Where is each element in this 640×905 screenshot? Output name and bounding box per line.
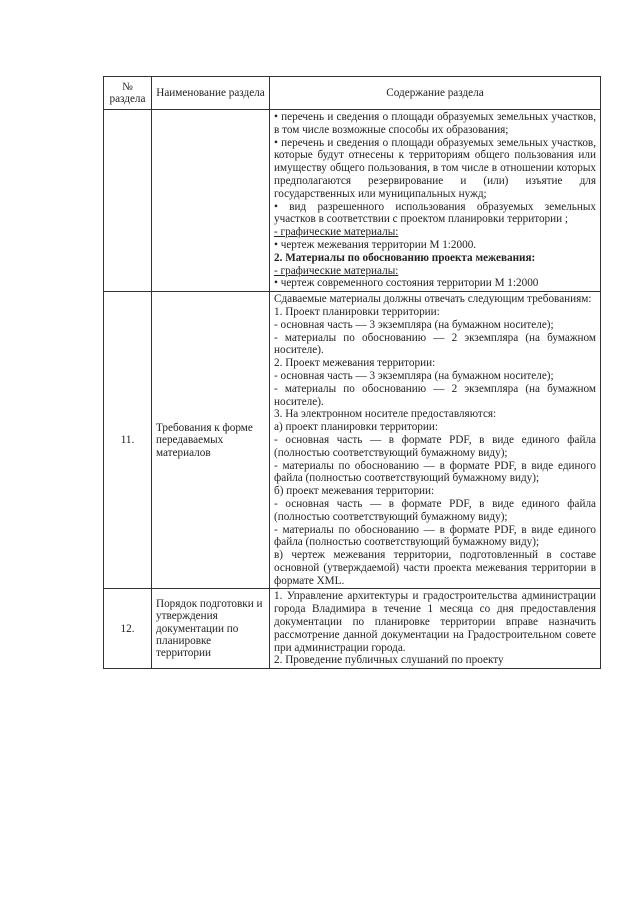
table-header-row bbox=[104, 77, 601, 110]
content-line: 1. Проект планировки территории: bbox=[274, 305, 440, 318]
row-content bbox=[270, 292, 601, 589]
table-row bbox=[104, 589, 601, 669]
row-number: 12. bbox=[104, 589, 152, 669]
row-content bbox=[270, 589, 601, 669]
document-table bbox=[103, 76, 601, 669]
content-line: - основная часть — в формате PDF, в виде единого файла (полностью соответствующий бумажному виду); bbox=[274, 433, 596, 459]
content-line: а) проект планировки территории: bbox=[274, 421, 438, 434]
content-line: • вид разрешенного использования образуемых земельных участков в соответствии с проектом планировки территории ; bbox=[274, 200, 596, 226]
content-line: - материалы по обоснованию — 2 экземпляра (на бумажном носителе). bbox=[274, 331, 596, 357]
row-name bbox=[152, 110, 270, 292]
table-row bbox=[104, 110, 601, 292]
content-line: - основная часть — 3 экземпляра (на бумажном носителе); bbox=[274, 369, 554, 382]
content-line: б) проект межевания территории: bbox=[274, 485, 435, 498]
header-section-name: Наименование раздела bbox=[152, 77, 270, 110]
row-name: Требования к форме передаваемых материалов bbox=[152, 292, 270, 589]
content-line: • перечень и сведения о площади образуемых земельных участков, которые будут отнесены к территориям общего пользования или имуществу общего пользования, в том числе в отношении которых предполагаются резервирование и (или) изъятие для государственных или муниципальных нужд; bbox=[274, 136, 596, 200]
header-section-content: Содержание раздела bbox=[270, 77, 601, 110]
content-line: 2. Материалы по обоснованию проекта межевания: bbox=[274, 251, 536, 264]
row-content bbox=[270, 110, 601, 292]
content-line: - основная часть — в формате PDF, в виде единого файла (полностью соответствующий бумажному виду); bbox=[274, 497, 596, 523]
content-line: - графические материалы: bbox=[274, 226, 399, 239]
content-line: в) чертеж межевания территории, подготовленный в составе основной (утверждаемой) части проекта межевания территории в формате XML. bbox=[274, 549, 596, 587]
content-line: • чертеж межевания территории М 1:2000. bbox=[274, 238, 477, 251]
row-number bbox=[104, 110, 152, 292]
content-line: - материалы по обоснованию — 2 экземпляра (на бумажном носителе). bbox=[274, 382, 596, 408]
content-line: • чертеж современного состояния территории М 1:2000 bbox=[274, 277, 539, 290]
content-line: 2. Проведение публичных слушаний по проекту bbox=[274, 654, 504, 667]
content-line: Сдаваемые материалы должны отвечать следующим требованиям: bbox=[274, 293, 592, 306]
content-line: - материалы по обоснованию — в формате PDF, в виде единого файла (полностью соответствующий бумажному виду); bbox=[274, 459, 596, 485]
header-section-number: № раздела bbox=[104, 77, 152, 110]
table-row bbox=[104, 292, 601, 589]
row-name: Порядок подготовки и утверждения документации по планировке территории bbox=[152, 589, 270, 669]
content-line: • перечень и сведения о площади образуемых земельных участков, в том числе возможные способы их образования; bbox=[274, 111, 596, 136]
content-line: 3. На электронном носителе предоставляются: bbox=[274, 408, 497, 421]
row-number: 11. bbox=[104, 292, 152, 589]
content-line: - графические материалы: bbox=[274, 264, 399, 277]
content-line: 2. Проект межевания территории: bbox=[274, 357, 436, 370]
content-line: - материалы по обоснованию — в формате PDF, в виде единого файла (полностью соответствующий бумажному виду); bbox=[274, 523, 596, 549]
content-line: - основная часть — 3 экземпляра (на бумажном носителе); bbox=[274, 318, 554, 331]
content-line: 1. Управление архитектуры и градостроительства администрации города Владимира в течение 1 месяца со дня предоставления документации по планировке территории вправе назначить рассмотрение данной документации на Градостроительном совете при администрации города. bbox=[274, 590, 596, 654]
